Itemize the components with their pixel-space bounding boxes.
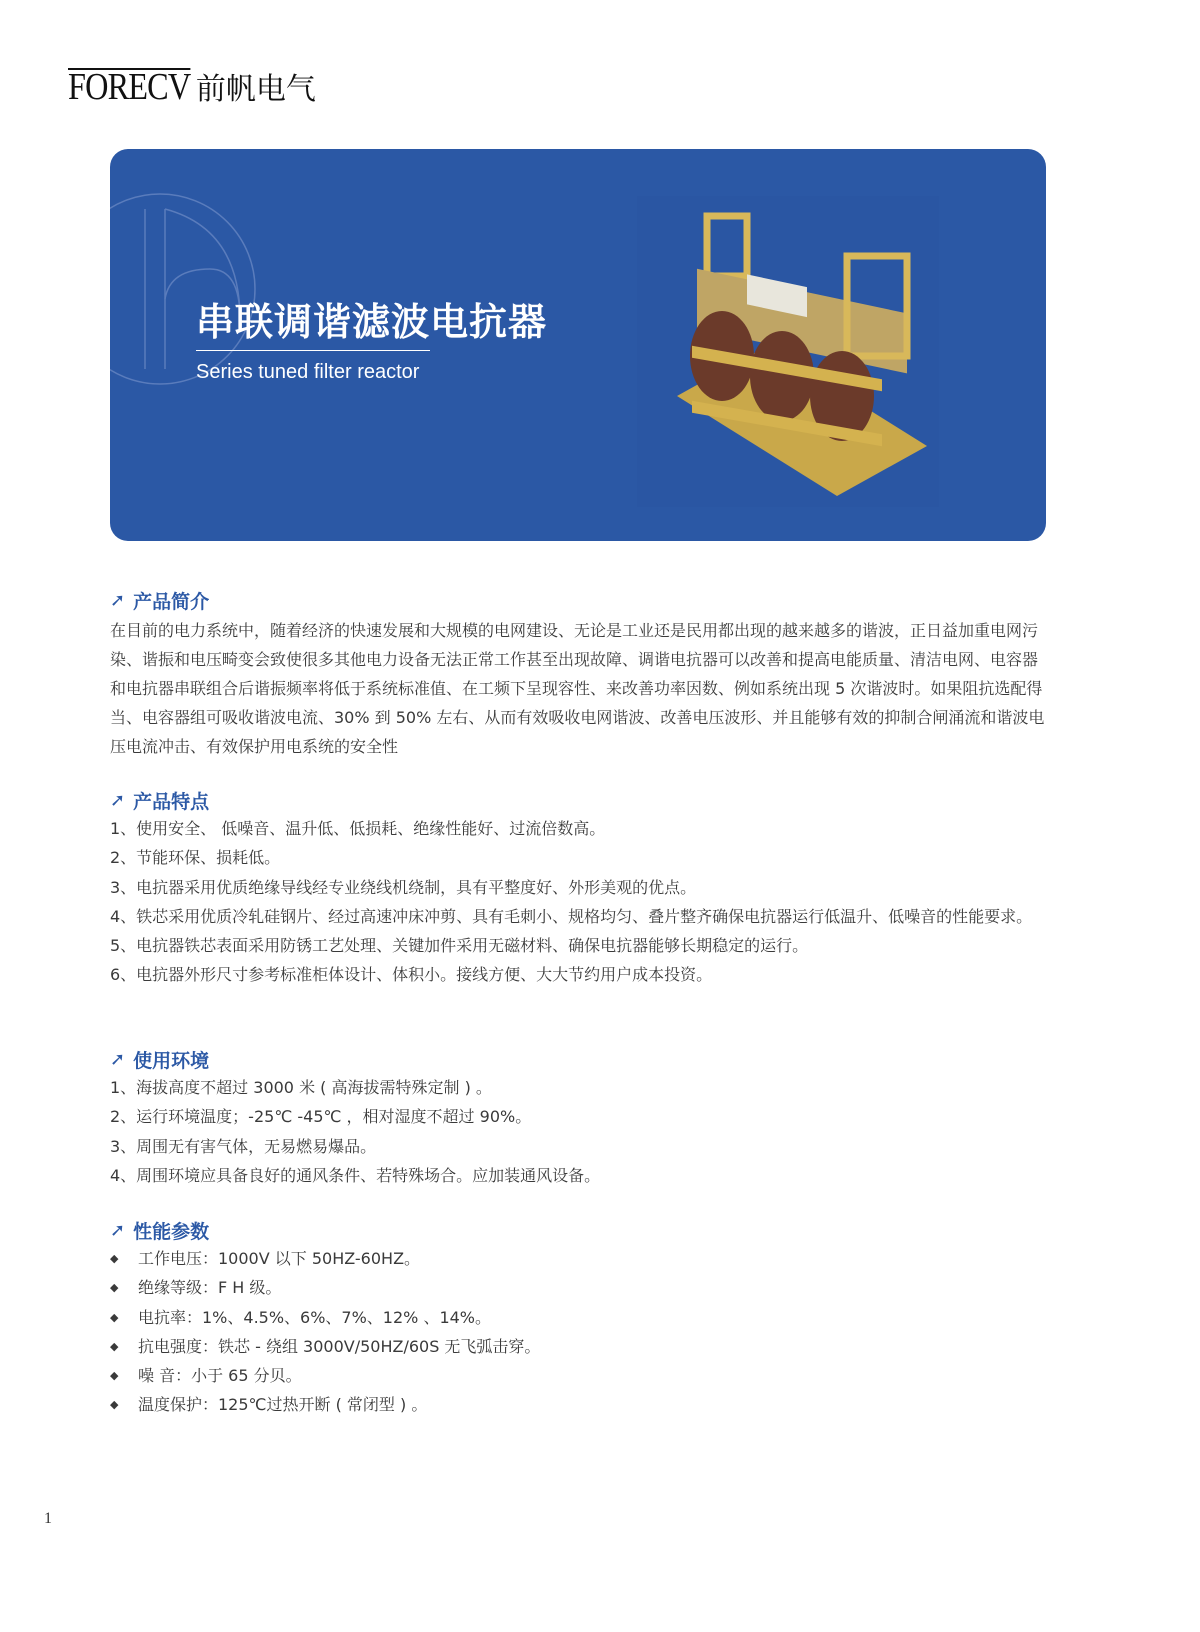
logo-cn: 前帆电气 [195,72,316,107]
intro-text: 在目前的电力系统中，随着经济的快速发展和大规模的电网建设、无论是工业还是民用都出现的越来越多的谐波，正日益加重电网污染、谐振和电压畸变会致使很多其他电力设备无法正常工作甚至出现故障、调谐电抗器可以改善和提高电能质量、清洁电网、电容器和电抗器串联组合后谐振频率将低于系统标准值、在工频下呈现容性、来改善功率因数、例如系统出现 5 次谐波时。如果阻抗选配得当、电容器组可吸收谐波电流、30% 到 50% 左右、从而有效吸收电网谐波、改善电压波形、并且能够有效的抑制合闸涌流和谐波电压电流冲击、有效保护用电系统的安全性 [110,621,1045,756]
param-item: 绝缘等级：F H 级。 [138,1278,282,1298]
bullet-icon: ◆ [110,1339,119,1353]
bullet-icon: ◆ [110,1369,119,1383]
param-item: 电抗率：1%、4.5%、6%、7%、12% 、14%。 [138,1307,492,1327]
environment-section [110,1045,1050,1190]
product-title: 串联调谐滤波电抗器 [196,300,548,344]
company-logo [68,64,316,108]
features-heading: 产品特点 [133,790,210,813]
environment-item: 4、周围环境应具备良好的通风条件、若特殊场合。应加装通风设备。 [110,1165,601,1185]
environment-item: 2、运行环境温度；-25℃ -45℃ ，相对湿度不超过 90%。 [110,1107,532,1127]
environment-heading: 使用环境 [133,1049,210,1072]
intro-section [110,586,1050,761]
param-item: 工作电压：1000V 以下 50HZ-60HZ。 [138,1249,421,1268]
bullet-icon: ◆ [110,1252,119,1265]
feature-item: 3、电抗器采用优质绝缘导线经专业绕线机绕制，具有平整度好、外形美观的优点。 [110,877,697,897]
product-photo [637,196,939,507]
page-number: 1 [44,1510,52,1527]
arrow-up-right-icon: ➚ [110,589,126,611]
product-banner [110,149,1046,541]
features-section [110,786,1050,990]
bullet-icon: ◆ [110,1398,119,1412]
feature-item: 6、电抗器外形尺寸参考标准柜体设计、体积小。接线方便、大大节约用户成本投资。 [110,965,713,985]
params-heading: 性能参数 [133,1220,210,1243]
product-subtitle: Series tuned filter reactor [196,361,420,383]
arrow-up-right-icon: ➚ [110,1048,126,1070]
decorative-b-logo-icon [110,189,260,389]
params-section [110,1216,1050,1420]
feature-item: 5、电抗器铁芯表面采用防锈工艺处理、关键加件采用无磁材料、确保电抗器能够长期稳定的运行。 [110,936,809,956]
bullet-icon: ◆ [110,1281,119,1295]
logo-en: FORECV [68,66,191,108]
arrow-up-right-icon: ➚ [110,1219,126,1241]
bullet-icon: ◆ [110,1310,119,1324]
param-item: 噪 音：小于 65 分贝。 [138,1366,302,1386]
feature-item: 2、节能环保、损耗低。 [110,848,281,868]
title-divider [196,350,430,351]
intro-heading: 产品简介 [133,590,210,613]
environment-item: 3、周围无有害气体，无易燃易爆品。 [110,1136,377,1156]
feature-item: 4、铁芯采用优质冷轧硅钢片、经过高速冲床冲剪、具有毛刺小、规格均匀、叠片整齐确保电抗器运行低温升、低噪音的性能要求。 [110,906,1033,926]
environment-item: 1、海拔高度不超过 3000 米 ( 高海拔需特殊定制 ) 。 [110,1078,492,1097]
feature-item: 1、使用安全、 低噪音、温升低、低损耗、绝缘性能好、过流倍数高。 [110,819,606,838]
param-item: 抗电强度：铁芯 - 绕组 3000V/50HZ/60S 无飞弧击穿。 [138,1336,541,1356]
arrow-up-right-icon: ➚ [110,789,126,811]
param-item: 温度保护：125℃过热开断 ( 常闭型 ) 。 [138,1395,428,1415]
